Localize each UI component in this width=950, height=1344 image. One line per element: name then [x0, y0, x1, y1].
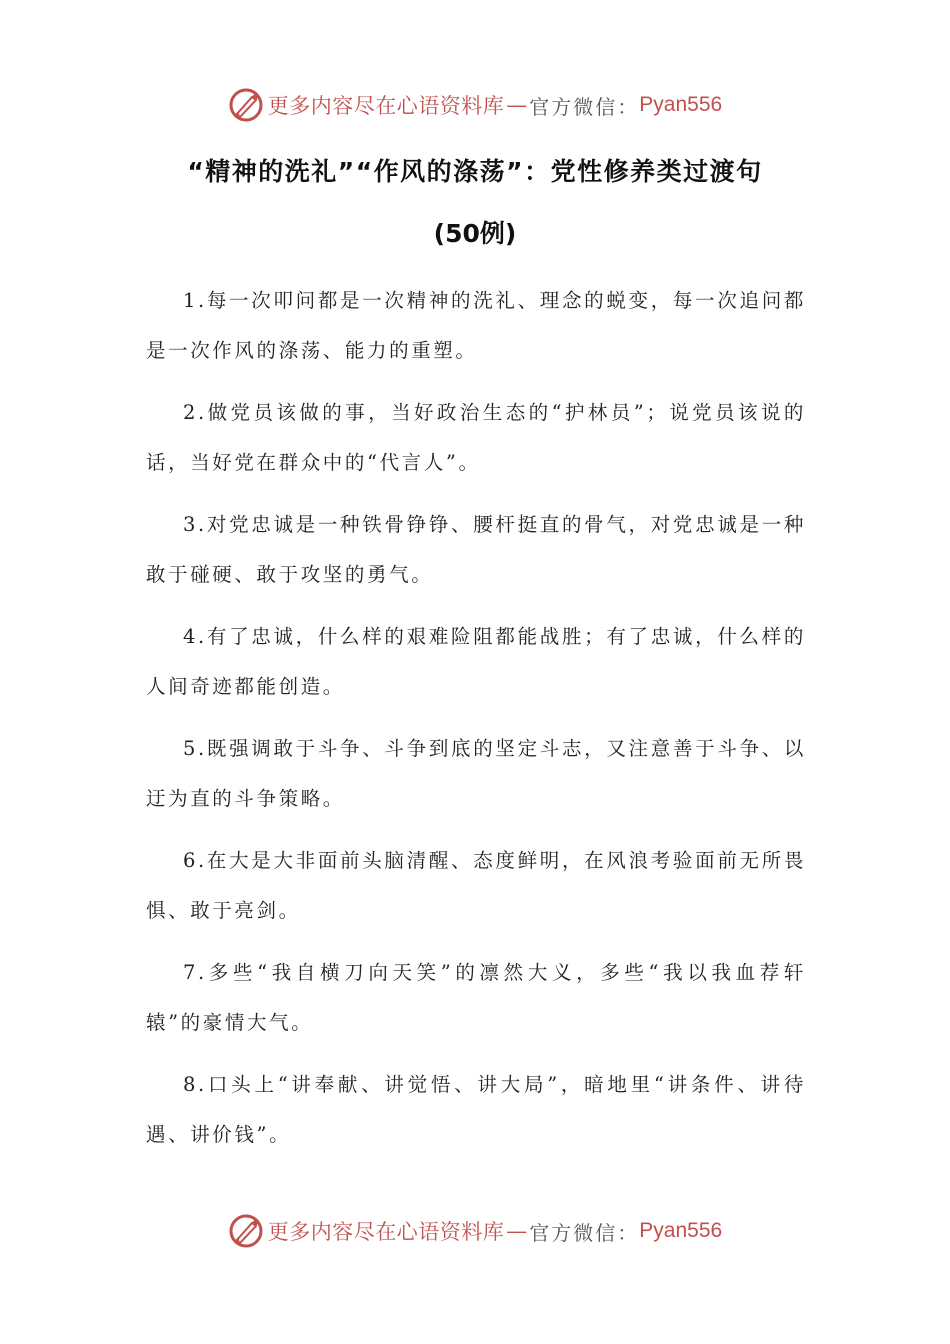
banner-wechat-id: Pyan556	[639, 1219, 723, 1242]
document-title: “精神的洗礼”“作风的涤荡”：党性修养类过渡句	[187, 157, 763, 186]
pen-logo-icon	[228, 1213, 264, 1249]
banner-dash: —	[506, 93, 528, 117]
list-item: 6.在大是大非面前头脑清醒、态度鲜明，在风浪考验面前无所畏惧、敢于亮剑。	[146, 849, 806, 922]
banner-wechat-label: 官方微信：	[529, 1220, 640, 1245]
sentence-list	[146, 276, 806, 1172]
banner-brand-text: 更多内容尽在心语资料库	[267, 1220, 505, 1244]
pen-logo-icon	[228, 87, 264, 123]
list-item: 1.每一次叩问都是一次精神的洗礼、理念的蜕变，每一次追问都是一次作风的涤荡、能力的重塑。	[146, 289, 806, 362]
banner-dash: —	[506, 1219, 528, 1243]
list-item: 3.对党忠诚是一种铁骨铮铮、腰杆挺直的骨气，对党忠诚是一种敢于碰硬、敢于攻坚的勇气。	[146, 513, 806, 586]
list-item: 7.多些“我自横刀向天笑”的凛然大义，多些“我以我血荐轩辕”的豪情大气。	[146, 961, 806, 1034]
document-subtitle: (50例)	[433, 219, 517, 248]
banner-wechat-id: Pyan556	[639, 93, 723, 116]
header-banner	[0, 83, 950, 127]
list-item: 2.做党员该做的事，当好政治生态的“护林员”；说党员该说的话，当好党在群众中的“代言人”。	[146, 401, 806, 474]
list-item: 5.既强调敢于斗争、斗争到底的坚定斗志，又注意善于斗争、以迂为直的斗争策略。	[146, 737, 806, 810]
banner-brand-text: 更多内容尽在心语资料库	[267, 94, 505, 118]
list-item: 8.口头上“讲奉献、讲觉悟、讲大局”，暗地里“讲条件、讲待遇、讲价钱”。	[146, 1073, 806, 1146]
list-item: 4.有了忠诚，什么样的艰难险阻都能战胜；有了忠诚，什么样的人间奇迹都能创造。	[146, 625, 806, 698]
footer-banner	[0, 1209, 950, 1253]
banner-wechat-label: 官方微信：	[529, 94, 640, 119]
